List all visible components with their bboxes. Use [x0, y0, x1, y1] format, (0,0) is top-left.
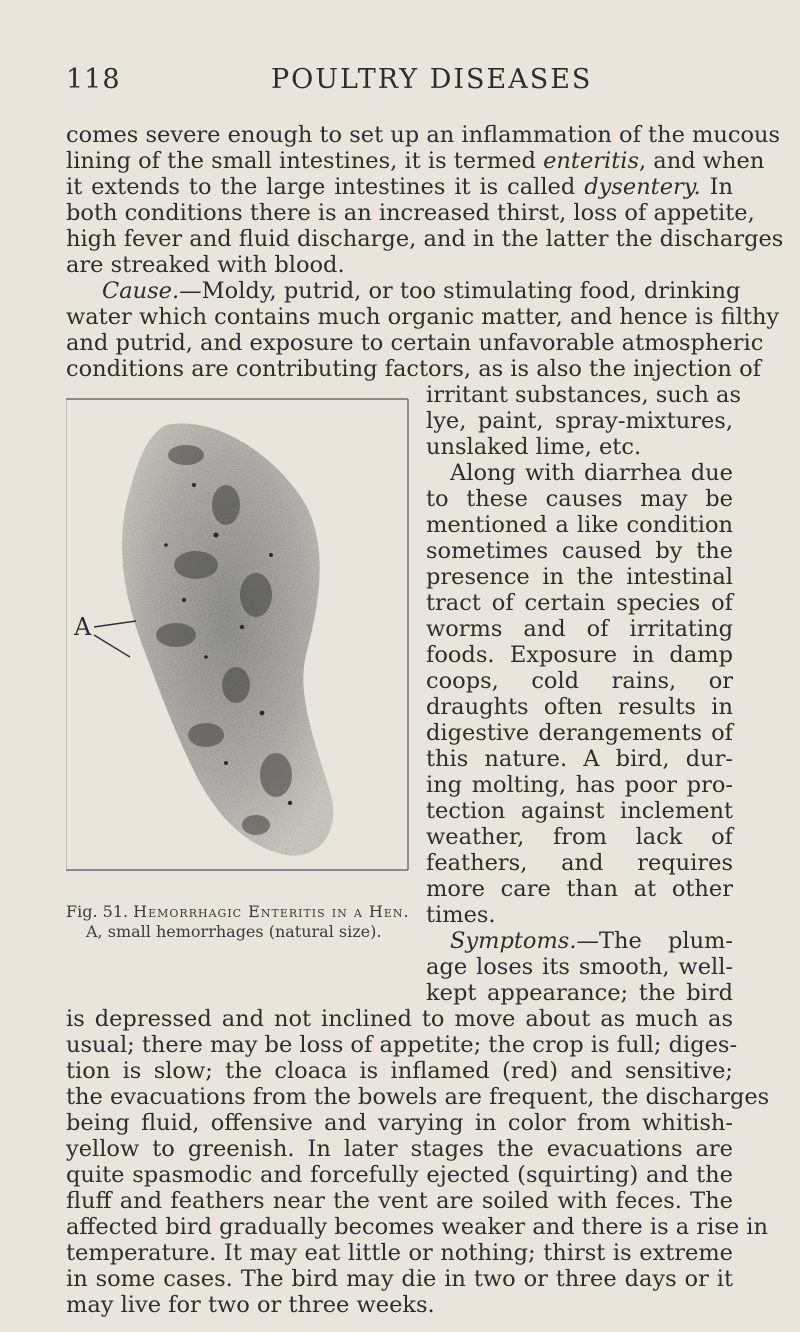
text-line: tion is slow; the cloaca is inflamed (red) and sensitive; [66, 1058, 733, 1084]
text-line: lining of the small intestines, it is termed enteritis, and when [66, 148, 765, 174]
text-line: usual; there may be loss of appetite; the crop is full; diges- [66, 1032, 738, 1058]
text-line: is depressed and not inclined to move about as much as [66, 1006, 733, 1032]
text-line: irritant substances, such as [426, 382, 741, 408]
text-line: the evacuations from the bowels are frequent, the discharges [66, 1084, 770, 1110]
figure-caption-line2: A, small hemorrhages (natural size). [86, 922, 382, 941]
text-line: are streaked with blood. [66, 252, 345, 278]
text-line: Cause.—Moldy, putrid, or too stimulating food, drinking [102, 278, 741, 304]
running-head: POULTRY DISEASES [271, 64, 593, 95]
text-line: sometimes caused by the [426, 538, 733, 564]
text-line: both conditions there is an increased thirst, loss of appetite, [66, 200, 755, 226]
text-line: tection against inclement [426, 798, 733, 824]
figure-title: Hemorrhagic Enteritis in a Hen. [133, 902, 410, 921]
text-line: kept appearance; the bird [426, 980, 733, 1006]
figure-enteritis-photo [66, 395, 416, 875]
text-line: tract of certain species of [426, 590, 733, 616]
text-line: presence in the intestinal [426, 564, 733, 590]
text-line: coops, cold rains, or [426, 668, 733, 694]
text-line: quite spasmodic and forcefully ejected (squirting) and the [66, 1162, 733, 1188]
text-line: Along with diarrhea due [450, 460, 733, 486]
text-line: more care than at other [426, 876, 733, 902]
text-line: mentioned a like condition [426, 512, 733, 538]
text-line: being fluid, offensive and varying in color from whitish- [66, 1110, 733, 1136]
text-line: unslaked lime, etc. [426, 434, 642, 460]
text-line: conditions are contributing factors, as is also the injection of [66, 356, 761, 382]
text-line: draughts often results in [426, 694, 733, 720]
text-line: lye, paint, spray-mixtures, [426, 408, 733, 434]
figure-label-a: A [74, 613, 92, 641]
text-line: high fever and fluid discharge, and in the latter the discharges [66, 226, 784, 252]
symptoms-heading: Symptoms. [450, 928, 577, 954]
text-line: ing molting, has poor pro- [426, 772, 733, 798]
figure-caption [66, 902, 426, 922]
text-line: affected bird gradually becomes weaker and there is a rise in [66, 1214, 768, 1240]
text-line: water which contains much organic matter, and hence is filthy [66, 304, 780, 330]
text-line: in some cases. The bird may die in two or three days or it [66, 1266, 733, 1292]
text-line: worms and of irritating [426, 616, 733, 642]
text-line: yellow to greenish. In later stages the evacuations are [66, 1136, 733, 1162]
text-line: feathers, and requires [426, 850, 733, 876]
text-line: temperature. It may eat little or nothing; thirst is extreme [66, 1240, 733, 1266]
page-number: 118 [66, 64, 121, 95]
text-line: fluff and feathers near the vent are soiled with feces. The [66, 1188, 733, 1214]
text-line: and putrid, and exposure to certain unfavorable atmospheric [66, 330, 764, 356]
text-line: Symptoms.—The plum- [450, 928, 733, 954]
intestine-illustration [66, 395, 416, 875]
text-line: foods. Exposure in damp [426, 642, 733, 668]
text-line: age loses its smooth, well- [426, 954, 733, 980]
text-line: digestive derangements of [426, 720, 733, 746]
text-line: it extends to the large intestines it is called dysentery. In [66, 174, 733, 200]
page-header [66, 64, 740, 104]
cause-heading: Cause. [102, 278, 180, 304]
figure-number: Fig. 51. [66, 902, 129, 921]
text-line: may live for two or three weeks. [66, 1292, 435, 1318]
text-line: times. [426, 902, 496, 928]
text-line: comes severe enough to set up an inflammation of the mucous [66, 122, 781, 148]
text-line: this nature. A bird, dur- [426, 746, 733, 772]
text-line: weather, from lack of [426, 824, 733, 850]
text-line: to these causes may be [426, 486, 733, 512]
